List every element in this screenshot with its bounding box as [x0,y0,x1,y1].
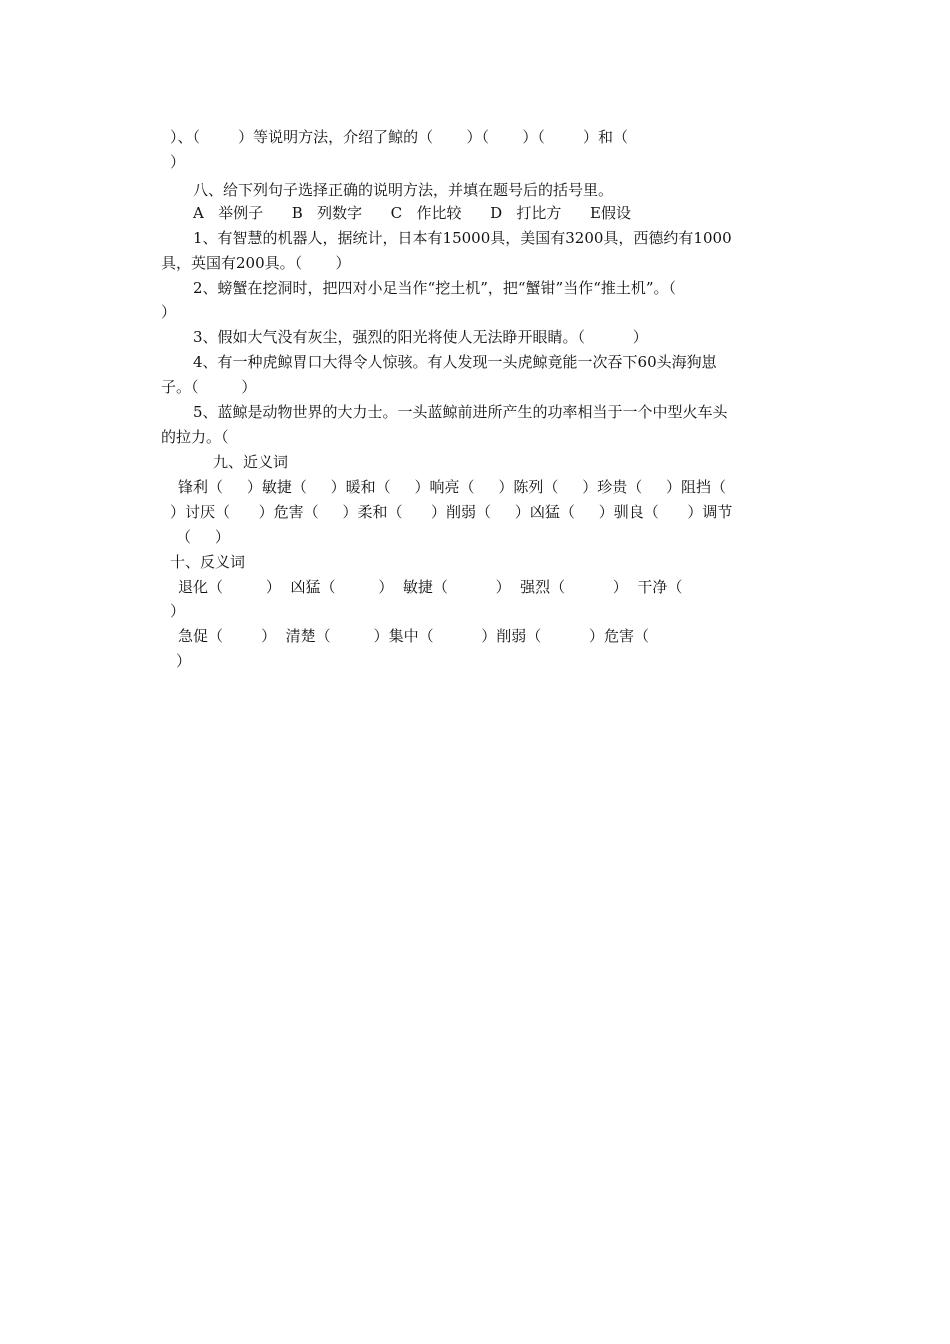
method-options: A 举例子 B 列数字 C 作比较 D 打比方 E假设 [193,204,631,222]
antonym-line: 急促（ ） 清楚（ ）集中（ ）削弱（ ）危害（ [178,627,649,645]
question-2-text: 2、螃蟹在挖洞时，把四对小足当作“挖土机”，把“蟹钳”当作“推土机”。（ [193,279,677,297]
antonym-line: ） [176,652,192,670]
section-nine-heading: 九、近义词 [213,453,289,471]
synonym-line: ）讨厌（ ）危害（ ）柔和（ ）削弱（ ）凶猛（ ）驯良（ ）调节 [170,503,733,521]
question-3-text: 3、假如大气没有灰尘，强烈的阳光将使人无法睁开眼睛。（ ） [193,328,648,346]
question-1-text: 1、有智慧的机器人，据统计，日本有15000具，美国有3200具，西德约有1000 [193,229,732,247]
question-1-text: 具，英国有200具。（ ） [161,254,351,272]
section-eight-heading: 八、给下列句子选择正确的说明方法，并填在题号后的括号里。 [193,181,614,199]
fill-blank-line: ）、（ ）等说明方法，介绍了鲸的（ ）（ ）（ ）和（ [170,128,629,146]
antonym-line: ） [170,602,186,620]
synonym-line: 锋利（ ）敏捷（ ）暖和（ ）响亮（ ）陈列（ ）珍贵（ ）阻挡（ [178,478,727,496]
antonym-line: 退化（ ） 凶猛（ ） 敏捷（ ） 强烈（ ） 干净（ [178,578,683,596]
question-5-text: 的拉力。（ [161,428,229,446]
question-5-text: 5、蓝鲸是动物世界的大力士。一头蓝鲸前进所产生的功率相当于一个中型火车头 [193,403,728,421]
question-4-text: 4、有一种虎鲸胃口大得令人惊骇。有人发现一头虎鲸竟能一次吞下60头海狗崽 [193,353,717,371]
synonym-line: （ ） [176,528,230,546]
question-4-text: 子。（ ） [161,378,257,396]
section-ten-heading: 十、反义词 [170,553,246,571]
fill-blank-line: ） [170,153,186,171]
question-2-text: ） [161,303,177,321]
